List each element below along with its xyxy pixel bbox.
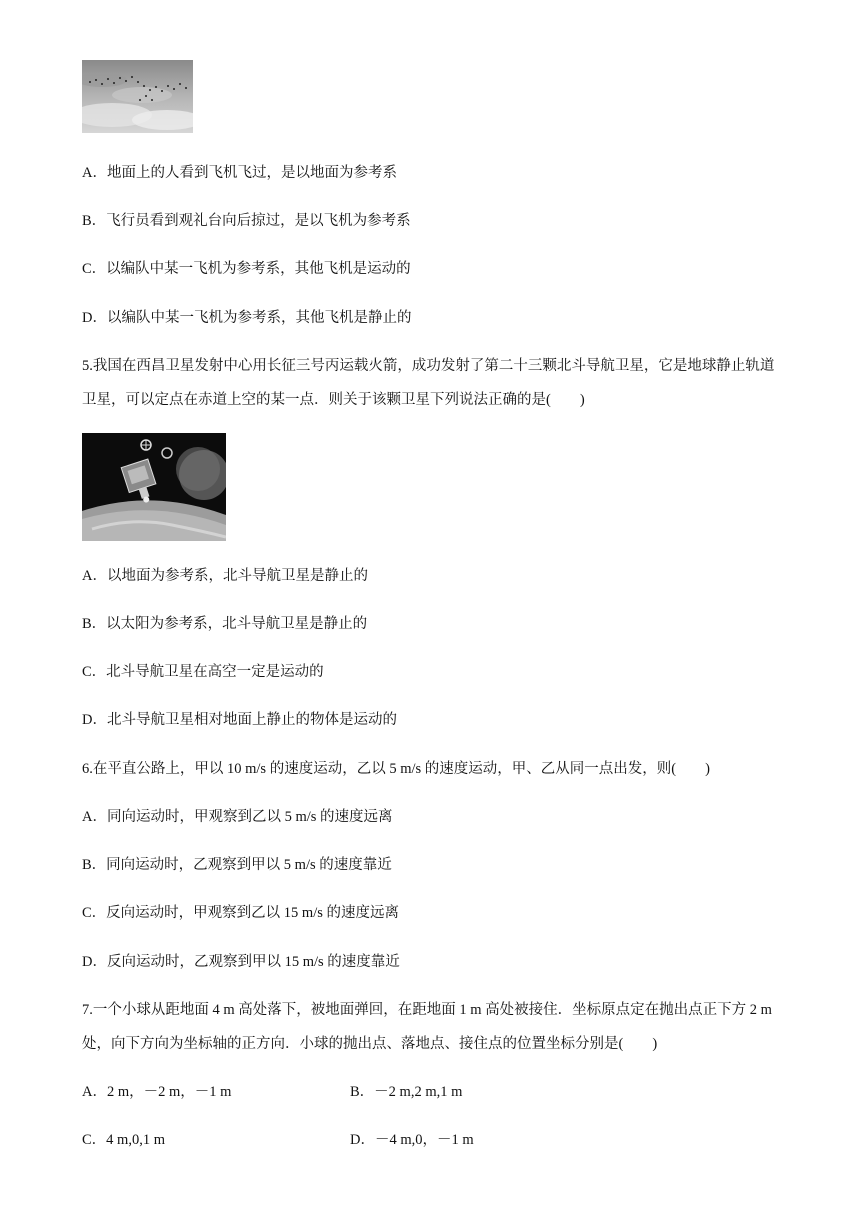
q6-stem: 6.在平直公路上，甲以 10 m/s 的速度运动，乙以 5 m/s 的速度运动，甲、乙从同一点出发，则( )	[82, 761, 710, 777]
q7-stem-line2: 处，向下方向为坐标轴的正方向．小球的抛出点、落地点、接住点的位置坐标分别是( )	[82, 1036, 658, 1052]
q4-option-b: B．飞行员看到观礼台向后掠过，是以飞机为参考系	[82, 213, 411, 229]
q4-option-a: A．地面上的人看到飞机飞过，是以地面为参考系	[82, 165, 397, 181]
q7-option-a: A．2 m，－2 m，－1 m	[82, 1084, 232, 1100]
q6-option-a: A．同向运动时，甲观察到乙以 5 m/s 的速度远离	[82, 809, 393, 825]
q5-option-a: A．以地面为参考系，北斗导航卫星是静止的	[82, 568, 368, 584]
q4-option-c: C．以编队中某一飞机为参考系，其他飞机是运动的	[82, 261, 411, 277]
q6-option-d: D．反向运动时，乙观察到甲以 15 m/s 的速度靠近	[82, 954, 400, 970]
q5-stem-line2: 卫星，可以定点在赤道上空的某一点．则关于该颗卫星下列说法正确的是( )	[82, 392, 585, 408]
q6-option-c: C．反向运动时，甲观察到乙以 15 m/s 的速度远离	[82, 905, 399, 921]
q7-option-d: D．－4 m,0，－1 m	[350, 1132, 474, 1148]
q6-option-b: B．同向运动时，乙观察到甲以 5 m/s 的速度靠近	[82, 857, 392, 873]
q7-option-b: B．－2 m,2 m,1 m	[350, 1084, 463, 1100]
satellite-image	[82, 433, 226, 541]
q7-stem-line1: 7.一个小球从距地面 4 m 高处落下，被地面弹回，在距地面 1 m 高处被接住．坐标原点定在抛出点正下方 2 m	[82, 1002, 772, 1018]
q5-option-c: C．北斗导航卫星在高空一定是运动的	[82, 664, 324, 680]
q4-option-d: D．以编队中某一飞机为参考系，其他飞机是静止的	[82, 310, 412, 326]
q7-option-c: C．4 m,0,1 m	[82, 1132, 165, 1148]
aircraft-formation-image	[82, 60, 193, 133]
q5-stem-line1: 5.我国在西昌卫星发射中心用长征三号丙运载火箭，成功发射了第二十三颗北斗导航卫星，它是地球静止轨道	[82, 358, 775, 374]
q5-option-b: B．以太阳为参考系，北斗导航卫星是静止的	[82, 616, 368, 632]
q5-option-d: D．北斗导航卫星相对地面上静止的物体是运动的	[82, 712, 397, 728]
